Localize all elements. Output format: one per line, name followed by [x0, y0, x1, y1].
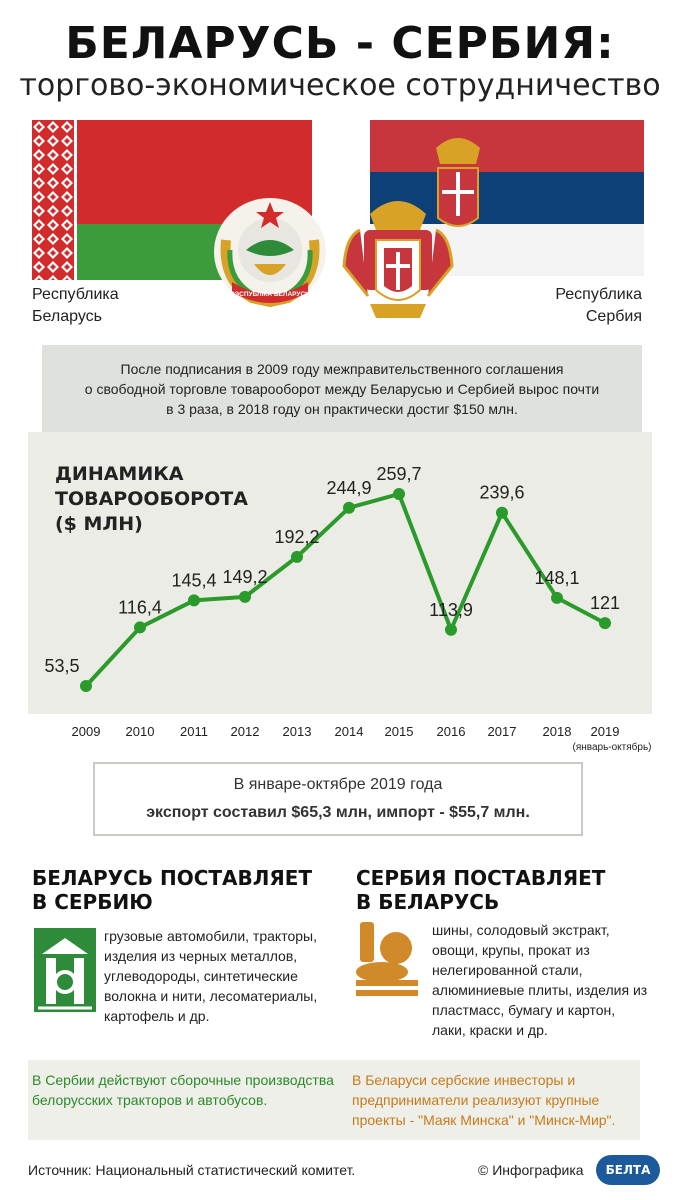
- x-tick-label: 2016: [436, 724, 466, 739]
- data-label: 259,7: [376, 464, 422, 484]
- note-line: белорусских тракторов и автобусов.: [32, 1092, 268, 1108]
- x-tick-label: 2019: [590, 724, 620, 739]
- data-label: 113,9: [429, 599, 473, 620]
- serbia-coat-of-arms: [340, 186, 456, 328]
- x-tick-label: 2014: [334, 724, 364, 739]
- summary-box: [93, 762, 583, 836]
- data-point: [239, 591, 251, 603]
- belarus-exports-title: [32, 866, 312, 914]
- x-tick-label: 2018: [542, 724, 572, 739]
- data-point: [496, 507, 508, 519]
- series-line: [86, 494, 605, 686]
- country-label-belarus-line2: Беларусь: [32, 308, 102, 325]
- data-label: 244,9: [326, 477, 372, 498]
- belarus-exports-line: изделия из черных металлов,: [104, 948, 298, 964]
- note-belarus-assembly: [32, 1070, 334, 1110]
- data-label: 239,6: [479, 482, 525, 503]
- note-line: проекты - "Маяк Минска" и "Минск-Мир".: [352, 1112, 616, 1128]
- intro-line: о свободной торговле товарооборот между Беларусью и Сербией вырос почти: [84, 381, 600, 397]
- data-label: 192,2: [274, 526, 320, 547]
- country-label-belarus-line1: Республика: [32, 286, 119, 303]
- data-label: 149,2: [222, 566, 268, 587]
- serbia-exports-line: пластмасс, бумагу и картон,: [432, 1002, 616, 1018]
- data-point: [80, 680, 92, 692]
- serbia-exports-line: шины, солодовый экстракт,: [432, 922, 610, 938]
- belarus-exports-title-line: БЕЛАРУСЬ ПОСТАВЛЯЕТ: [32, 866, 313, 890]
- x-tick-label: 2009: [71, 724, 101, 739]
- intro-line: в 3 раза, в 2018 году он практически достиг $150 млн.: [166, 401, 518, 417]
- trade-line-chart: [0, 432, 680, 757]
- food-products-icon: [352, 918, 422, 998]
- belarus-exports-line: грузовые автомобили, тракторы,: [104, 928, 317, 944]
- page-title: БЕЛАРУСЬ - СЕРБИЯ:: [65, 18, 615, 69]
- belarus-exports-line: углеводороды, синтетические: [104, 968, 298, 984]
- belarus-exports-line: волокна и нити, лесоматериалы,: [104, 988, 318, 1004]
- data-label: 116,4: [118, 597, 162, 618]
- x-tick-label: 2017: [487, 724, 517, 739]
- data-point: [188, 594, 200, 606]
- serbia-exports-title-line: В БЕЛАРУСЬ: [356, 890, 500, 914]
- serbia-exports-line: овощи, крупы, прокат из: [432, 942, 590, 958]
- data-point: [551, 592, 563, 604]
- chart-title-line: ТОВАРООБОРОТА: [55, 488, 248, 510]
- data-label: 53,5: [44, 656, 80, 676]
- belarus-exports-line: картофель и др.: [104, 1008, 210, 1024]
- summary-line1: В январе-октябре 2019 года: [233, 776, 443, 793]
- country-label-serbia: [555, 284, 642, 328]
- data-point: [393, 488, 405, 500]
- x-tick-label: 2015: [384, 724, 414, 739]
- x-tick-label: 2011: [180, 724, 208, 739]
- note-line: В Беларуси сербские инвесторы и: [352, 1072, 576, 1088]
- belarus-exports-title-line: В СЕРБИЮ: [32, 890, 153, 914]
- intro-line: После подписания в 2009 году межправительственного соглашения: [120, 361, 564, 377]
- source-note: Источник: Национальный статистический комитет.: [28, 1162, 356, 1178]
- chart-title-line: ($ МЛН): [55, 513, 143, 535]
- data-point: [343, 502, 355, 514]
- country-label-belarus: [32, 284, 119, 328]
- data-label: 145,4: [171, 570, 217, 591]
- note-serbian-investors: [352, 1070, 615, 1130]
- belta-logo: БЕЛТА: [596, 1155, 660, 1185]
- note-line: В Сербии действуют сборочные производства: [32, 1072, 334, 1088]
- industry-icon: [32, 924, 98, 1016]
- intro-box: [42, 345, 642, 437]
- serbia-exports-title-line: СЕРБИЯ ПОСТАВЛЯЕТ: [356, 866, 606, 890]
- page-subtitle: торгово-экономическое сотрудничество: [19, 68, 661, 103]
- summary-line2: экспорт составил $65,3 млн, импорт - $55,7 млн.: [146, 804, 530, 821]
- serbia-exports-line: лаки, краски и др.: [432, 1022, 548, 1038]
- x-tick-label: 2010: [125, 724, 155, 739]
- country-label-serbia-line1: Республика: [555, 286, 642, 303]
- serbia-exports-line: алюминиевые плиты, изделия из: [432, 982, 648, 998]
- emblem-ribbon-text: РЭСПУБЛІКА БЕЛАРУСЬ: [230, 291, 310, 298]
- x-tick-label: 2012: [230, 724, 260, 739]
- country-label-serbia-line2: Сербия: [585, 308, 642, 325]
- x-tick-note: (январь-октябрь): [572, 742, 652, 753]
- data-label: 121: [589, 593, 621, 614]
- x-tick-label: 2013: [282, 724, 312, 739]
- serbia-exports-line: нелегированной стали,: [432, 962, 583, 978]
- serbia-exports-list: [432, 920, 647, 1040]
- chart-title-line: ДИНАМИКА: [55, 463, 184, 485]
- data-point: [445, 624, 457, 636]
- data-point: [291, 551, 303, 563]
- data-point: [134, 621, 146, 633]
- data-label: 148,1: [534, 567, 580, 588]
- data-point: [599, 617, 611, 629]
- infographic-credit: © Инфографика: [478, 1162, 584, 1178]
- note-line: предприниматели реализуют крупные: [352, 1092, 600, 1108]
- serbia-exports-title: [356, 866, 605, 914]
- belarus-exports-list: [104, 926, 317, 1026]
- belarus-emblem: [212, 190, 328, 308]
